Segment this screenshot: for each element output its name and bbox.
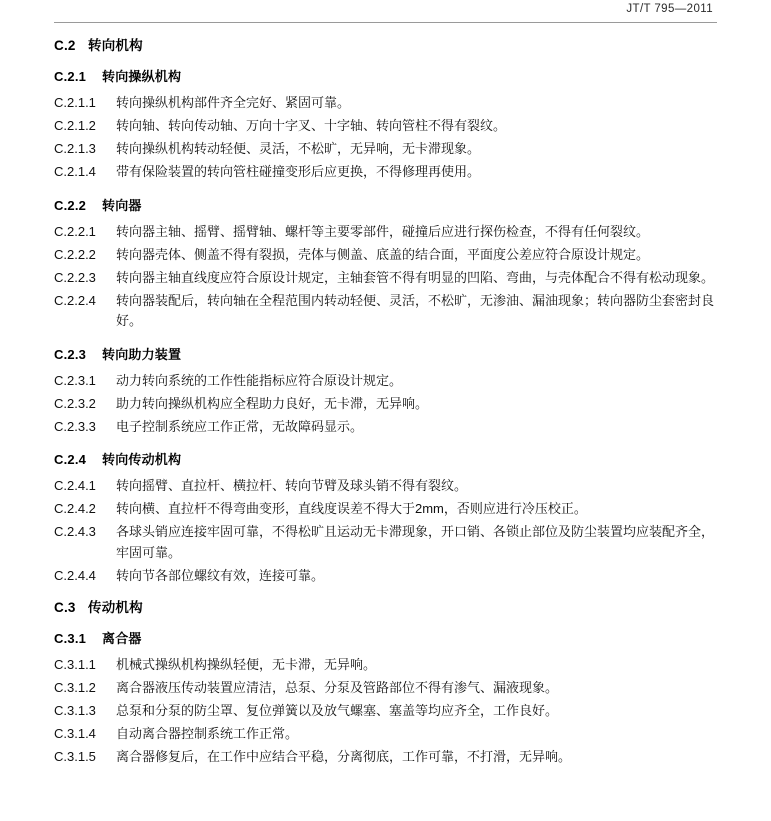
clause-number: C.2.4.4 [54,567,96,583]
clause-c243 [54,522,722,563]
section-heading-c2 [54,34,722,54]
section-title: 转向操纵机构 [102,69,182,84]
clause-text: 离合器液压传动装置应清洁，总泵、分泵及管路部位不得有渗气、漏液现象。 [116,680,559,695]
section-number: C.3.1 [54,631,87,646]
clause-text: 转向器主轴直线度应符合原设计规定，主轴套管不得有明显的凹陷、弯曲，与壳体配合不得有松动现象。 [116,269,715,285]
clause-number: C.2.1.2 [54,118,96,133]
clause-number: C.2.2.3 [54,269,96,285]
clause-c313 [54,701,722,722]
section-number: C.2.1 [54,69,87,84]
section-heading-c23 [54,344,722,363]
clause-number: C.2.1.4 [54,164,96,179]
clause-text: 转向器壳体、侧盖不得有裂损，壳体与侧盖、底盖的结合面，平面度公差应符合原设计规定。 [116,246,650,262]
clause-text: 助力转向操纵机构应全程助力良好，无卡滞，无异响。 [116,395,429,411]
clause-c231 [54,371,722,392]
clause-text: 离合器修复后，在工作中应结合平稳，分离彻底，工作可靠，不打滑，无异响。 [116,749,572,764]
section-title: 传动机构 [88,600,143,615]
clause-c213 [54,139,722,160]
clause-text: 带有保险装置的转向管柱碰撞变形后应更换，不得修理再使用。 [116,164,481,179]
section-heading-c3 [54,596,722,616]
clause-c314 [54,724,722,745]
section-title: 转向传动机构 [102,452,182,467]
section-title: 转向助力装置 [102,346,182,362]
clause-c222 [54,245,722,266]
section-number: C.3 [54,600,76,615]
clause-c241 [54,476,722,497]
clause-number: C.2.2.2 [54,246,96,262]
clause-text: 机械式操纵机构操纵轻便，无卡滞，无异响。 [116,657,377,672]
section-number: C.2 [54,38,76,53]
section-number: C.2.4 [54,452,87,467]
clause-number: C.2.4.2 [54,501,96,516]
section-heading-c24 [54,449,722,468]
clause-number: C.3.1.5 [54,749,96,764]
clause-number: C.2.1.1 [54,95,96,110]
clause-c212 [54,116,722,137]
clause-c315 [54,747,722,768]
clause-text: 转向操纵机构转动轻便、灵活，不松旷，无异响，无卡滞现象。 [116,141,481,156]
clause-number: C.2.2.4 [54,292,96,308]
clause-c242 [54,499,722,520]
section-heading-c22 [54,195,722,214]
clause-text: 转向节各部位螺纹有效，连接可靠。 [116,567,325,583]
clause-text: 转向器主轴、摇臂、摇臂轴、螺杆等主要零部件，碰撞后应进行探伤检查，不得有任何裂纹。 [116,223,650,239]
clause-text: 各球头销应连接牢固可靠，不得松旷且运动无卡滞现象，开口销、各锁止部位及防尘装置均应装配齐全，牢固可靠。 [116,524,715,560]
section-number: C.2.3 [54,346,87,362]
clause-c244 [54,566,722,587]
clause-text: 电子控制系统应工作正常，无故障码显示。 [116,418,364,434]
section-number: C.2.2 [54,197,87,213]
section-title: 转向机构 [88,38,143,53]
clause-c232 [54,394,722,415]
section-title: 转向器 [102,197,142,213]
clause-text: 转向轴、转向传动轴、万向十字叉、十字轴、转向管柱不得有裂纹。 [116,118,507,133]
clause-number: C.2.3.2 [54,395,96,411]
clause-number: C.3.1.4 [54,726,96,741]
clause-c224 [54,291,722,332]
page-header [0,0,771,26]
clause-c214 [54,162,722,183]
clause-c221 [54,222,722,243]
clause-c211 [54,93,722,114]
document-body [54,34,722,770]
section-title: 离合器 [102,631,142,646]
clause-text: 转向摇臂、直拉杆、横拉杆、转向节臂及球头销不得有裂纹。 [116,478,468,493]
clause-text: 转向操纵机构部件齐全完好、紧固可靠。 [116,95,351,110]
standard-code: JT/T 795—2011 [626,3,713,15]
clause-text: 总泵和分泵的防尘罩、复位弹簧以及放气螺塞、塞盖等均应齐全，工作良好。 [116,703,559,718]
section-heading-c21 [54,66,722,85]
section-heading-c31 [54,628,722,647]
header-divider [54,22,717,23]
clause-number: C.2.2.1 [54,223,96,239]
clause-number: C.2.4.1 [54,478,96,493]
clause-text: 转向器装配后，转向轴在全程范围内转动轻便、灵活，不松旷，无渗油、漏油现象；转向器防尘套密封良好。 [116,292,715,328]
clause-c311 [54,655,722,676]
clause-number: C.2.3.1 [54,372,96,388]
clause-c312 [54,678,722,699]
clause-text: 动力转向系统的工作性能指标应符合原设计规定。 [116,372,403,388]
clause-number: C.2.4.3 [54,524,96,539]
clause-text: 自动离合器控制系统工作正常。 [116,726,299,741]
clause-c233 [54,417,722,438]
clause-number: C.2.3.3 [54,418,96,434]
clause-number: C.3.1.3 [54,703,96,718]
clause-c223 [54,268,722,289]
clause-number: C.2.1.3 [54,141,96,156]
clause-number: C.3.1.1 [54,657,96,672]
clause-number: C.3.1.2 [54,680,96,695]
clause-text: 转向横、直拉杆不得弯曲变形，直线度误差不得大于2mm，否则应进行冷压校正。 [116,501,587,516]
